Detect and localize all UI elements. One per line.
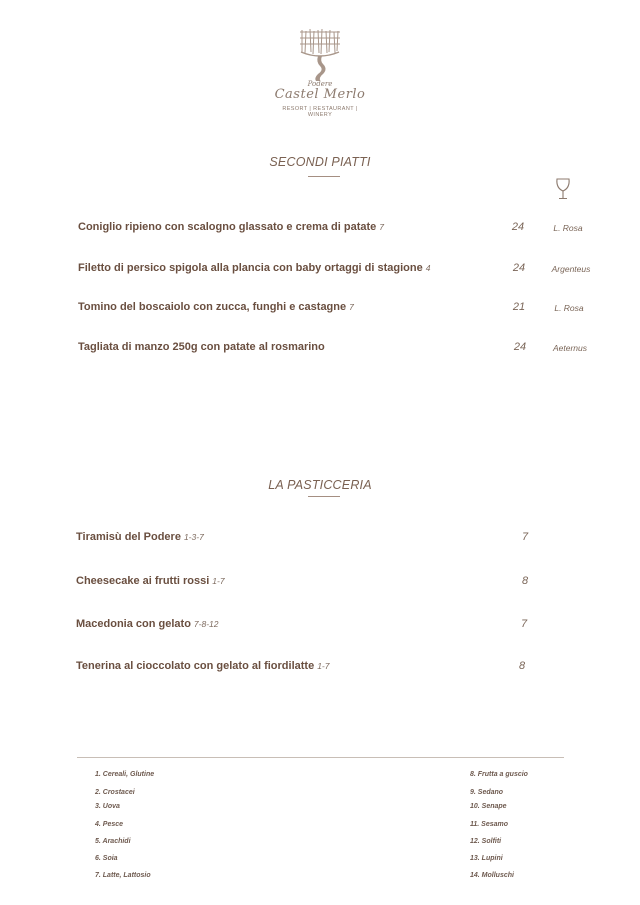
menu-item-price: 8 bbox=[518, 660, 526, 672]
menu-item-name: Cheesecake ai frutti rossi 1-7 bbox=[76, 575, 225, 587]
brand-line1: Podere bbox=[307, 80, 333, 88]
menu-item-name: Filetto di persico spigola alla plancia con baby ortaggi di stagione 4 bbox=[78, 262, 431, 274]
allergen-legend-item: 13. Lupini bbox=[470, 855, 503, 862]
allergen-legend-item: 8. Frutta a guscio bbox=[470, 771, 528, 778]
menu-item-wine: Aeternus bbox=[552, 343, 588, 353]
menu-item-wine: L. Rosa bbox=[553, 223, 583, 233]
allergen-legend-item: 5. Arachidi bbox=[95, 838, 131, 845]
allergen-ref: 7 bbox=[349, 302, 354, 312]
brand-logo bbox=[270, 26, 370, 121]
menu-item-wine: L. Rosa bbox=[554, 303, 584, 313]
allergen-legend-item: 10. Senape bbox=[470, 803, 507, 810]
legend-divider bbox=[77, 757, 564, 758]
menu-item-price: 7 bbox=[520, 618, 528, 630]
menu-item-price: 21 bbox=[512, 301, 526, 313]
section-title-pasticceria: LA PASTICCERIA bbox=[268, 478, 372, 492]
wine-glass-icon bbox=[555, 178, 571, 205]
brand-tagline: RESORT | RESTAURANT | WINERY bbox=[282, 106, 358, 118]
menu-item-name: Macedonia con gelato 7-8-12 bbox=[76, 618, 219, 630]
allergen-legend-item: 14. Molluschi bbox=[470, 872, 514, 879]
section-divider bbox=[308, 496, 340, 497]
brand-line2: Castel Merlo bbox=[274, 87, 366, 102]
menu-item-name: Tenerina al cioccolato con gelato al fiordilatte 1-7 bbox=[76, 660, 330, 672]
section-title-secondi: SECONDI PIATTI bbox=[269, 155, 371, 169]
allergen-legend-item: 2. Crostacei bbox=[95, 789, 135, 796]
allergen-legend-item: 1. Cereali, Glutine bbox=[95, 771, 155, 778]
allergen-legend-item: 9. Sedano bbox=[470, 789, 504, 796]
allergen-legend-item: 3. Uova bbox=[95, 803, 120, 810]
menu-item-price: 24 bbox=[513, 341, 527, 353]
allergen-legend-item: 7. Latte, Lattosio bbox=[95, 872, 151, 879]
allergen-ref: 1-3-7 bbox=[183, 532, 204, 542]
menu-item-name: Tomino del boscaiolo con zucca, funghi e castagne 7 bbox=[78, 301, 354, 313]
menu-item-name: Tiramisù del Podere 1-3-7 bbox=[76, 531, 204, 543]
allergen-legend-item: 12. Solfiti bbox=[470, 838, 502, 845]
menu-item-name: Coniglio ripieno con scalogno glassato e crema di patate 7 bbox=[78, 221, 385, 233]
menu-item-price: 8 bbox=[521, 575, 529, 587]
menu-item-wine: Argenteus bbox=[551, 264, 591, 274]
allergen-ref: 1-7 bbox=[317, 661, 330, 671]
allergen-legend-item: 6. Soia bbox=[95, 855, 118, 862]
allergen-legend-item: 4. Pesce bbox=[95, 821, 124, 828]
vine-tree-icon bbox=[296, 26, 344, 82]
menu-item-price: 24 bbox=[512, 262, 526, 274]
menu-item-price: 24 bbox=[511, 221, 525, 233]
menu-item-price: 7 bbox=[521, 531, 529, 543]
allergen-ref: 7-8-12 bbox=[193, 619, 219, 629]
menu-item-name: Tagliata di manzo 250g con patate al rosmarino bbox=[78, 341, 325, 353]
allergen-ref: 1-7 bbox=[212, 576, 225, 586]
allergen-legend-item: 11. Sesamo bbox=[470, 821, 509, 828]
section-divider bbox=[308, 176, 340, 177]
allergen-ref: 4 bbox=[425, 263, 431, 273]
allergen-ref: 7 bbox=[379, 222, 385, 232]
